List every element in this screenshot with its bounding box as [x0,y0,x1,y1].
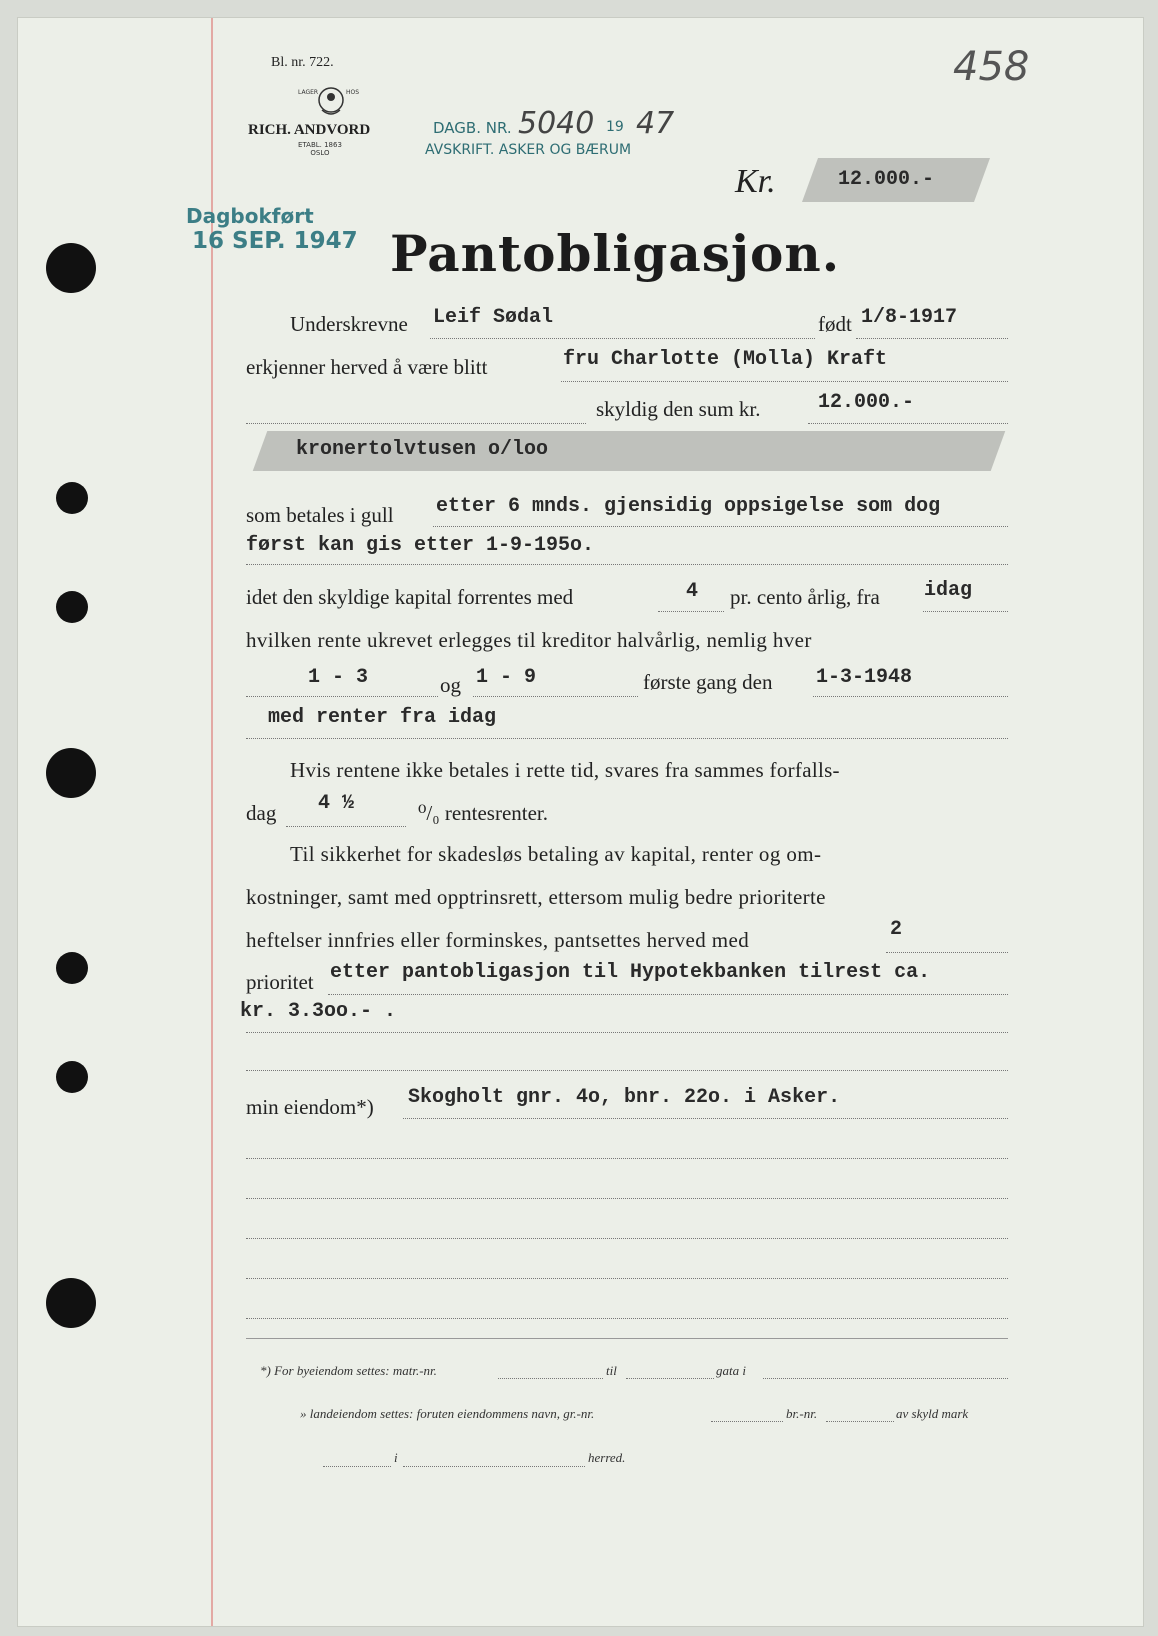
dagb-year: 47 [636,106,675,141]
footnote-line3-b: herred. [588,1450,626,1465]
dotted-line [658,611,724,612]
date-2: 1 - 9 [476,666,537,689]
dotted-line [561,381,1008,382]
punch-hole [56,952,88,984]
og-label: og [440,673,461,697]
late-line-1: Hvis rentene ikke betales i rette tid, svares fra sammes forfalls- [290,758,840,782]
dotted-line [246,1158,1008,1159]
owes-label: skyldig den sum kr. [596,397,761,421]
dotted-line [430,338,815,339]
margin-rule [211,18,213,1626]
dotted-line [473,696,638,697]
dotted-line [246,1070,1008,1071]
first-time: 1-3-1948 [816,666,913,689]
dotted-line [886,952,1008,953]
property-label: min eiendom*) [246,1095,374,1119]
dotted-line [323,1466,391,1467]
footnote-line1-b: til [606,1363,617,1378]
dotted-line [626,1378,714,1379]
dotted-line [403,1466,585,1467]
punch-hole [56,591,88,623]
dotted-line [286,826,406,827]
footnote-rule [246,1338,1008,1339]
born-label: født [818,312,852,336]
punch-hole [56,482,88,514]
svg-text:LAGER: LAGER [298,89,319,96]
dagb-number: 5040 [518,106,595,141]
born-date: 1/8-1917 [861,306,958,329]
undersigned-name: Leif Sødal [433,306,554,329]
late-label-b: ⁰/₀ rentesrenter. [418,801,549,825]
paid-terms-1: etter 6 mnds. gjensidig oppsigelse som dog [436,495,941,518]
dotted-line [246,738,1008,739]
amount-words: kronertolvtusen o/loo [296,438,549,461]
dotted-line [246,1238,1008,1239]
punch-hole [46,1278,96,1328]
publisher-sub: ETABL. 1863 OSLO [298,141,342,157]
late-rate: 4 ½ [318,792,355,815]
dotted-line [433,526,1008,527]
date-stamp: 16 SEP. 1947 [192,228,358,254]
paid-terms-2: først kan gis etter 1-9-195o. [246,534,595,557]
security-line-3: heftelser innfries eller forminskes, pantsettes herved med [246,928,750,952]
dotted-line [808,423,1008,424]
punch-hole [46,243,96,293]
creditor: fru Charlotte (Molla) Kraft [563,348,888,371]
interest-label-a: idet den skyldige kapital forrentes med [246,585,574,609]
dotted-line [498,1378,603,1379]
dotted-line [711,1421,783,1422]
interest-label-b: pr. cento årlig, fra [730,585,880,609]
dotted-line [246,1318,1008,1319]
footnote-line3-a: i [394,1450,398,1465]
dagb-stamp-label: DAGB. NR. [433,119,512,137]
footnote-line2-b: br.-nr. [786,1406,818,1421]
paid-label: som betales i gull [246,503,394,527]
dotted-line [403,1118,1008,1119]
acknowledge-label: erkjenner herved å være blitt [246,355,488,379]
date-1: 1 - 3 [308,666,369,689]
amount-value: 12.000.- [838,168,935,191]
interest-rate: 4 [686,580,699,603]
footnote-line2-a: » landeiendom settes: foruten eiendommens navn, gr.-nr. [300,1406,595,1421]
dotted-line [826,1421,894,1422]
with-interest: med renter fra idag [268,706,497,729]
priority-text-1: etter pantobligasjon til Hypotekbanken tilrest ca. [330,961,931,984]
dotted-line [246,1198,1008,1199]
date-stamp-top: Dagbokført [186,204,314,228]
footnote-line1-c: gata i [716,1363,746,1378]
dotted-line [246,696,438,697]
property: Skogholt gnr. 4o, bnr. 22o. i Asker. [408,1086,841,1109]
priority-label: prioritet [246,970,314,994]
avskrift-stamp: AVSKRIFT. ASKER OG BÆRUM [425,142,632,158]
priority-text-2: kr. 3.3oo.- . [240,1000,397,1023]
dotted-line [923,611,1008,612]
punch-hole [56,1061,88,1093]
footnote-line1-a: *) For byeiendom settes: matr.-nr. [260,1363,437,1378]
page-number: 458 [953,44,1030,90]
dotted-line [246,423,586,424]
publisher-name: RICH. ANDVORD [248,122,371,138]
punch-hole [46,748,96,798]
amount-label: Kr. [735,163,776,200]
dotted-line [246,1032,1008,1033]
interest-from: idag [924,579,973,602]
page-title: Pantobligasjon. [390,224,841,283]
form-number: Bl. nr. 722. [271,55,334,70]
dotted-line [328,994,1008,995]
late-label-dag: dag [246,801,277,825]
dotted-line [856,338,1008,339]
footnote-line2-c: av skyld mark [896,1406,969,1421]
dotted-line [246,564,1008,565]
document-page [18,18,1143,1626]
dotted-line [246,1278,1008,1279]
first-time-label: første gang den [643,670,773,694]
publisher-logo-icon [296,80,366,120]
owes-amount: 12.000.- [818,391,915,414]
dotted-line [813,696,1008,697]
dagb-year-prefix: 19 [606,119,624,135]
security-line-1: Til sikkerhet for skadesløs betaling av kapital, renter og om- [290,842,822,866]
interest-line-2: hvilken rente ukrevet erlegges til kreditor halvårlig, nemlig hver [246,628,812,652]
undersigned-label: Underskrevne [290,312,408,336]
svg-text:HOS: HOS [346,89,360,96]
dotted-line [763,1378,1008,1379]
security-line-2: kostninger, samt med opptrinsrett, ettersom mulig bedre prioriterte [246,885,826,909]
priority-number: 2 [890,918,903,941]
